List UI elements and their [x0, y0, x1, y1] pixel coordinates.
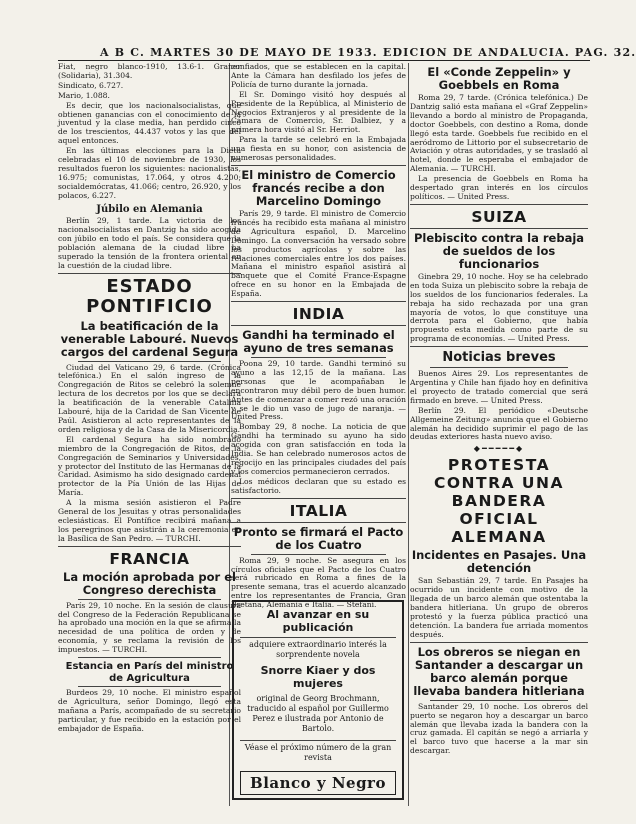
divider — [251, 554, 386, 555]
divider — [58, 546, 241, 547]
beatificacion-p2: El cardenal Segura ha sido nombrado miembro de la Congregación de Ritos, de la Congregación de Seminarios y Universidades, y protector del Instituto de las Hermanas de la Caridad. Asimismo ha sido designado cardenal protector de la Pía Unión de las Hijas de María. — [58, 434, 241, 498]
divider — [410, 346, 588, 347]
divider — [231, 522, 406, 523]
obreros-title: Los obreros se niegan en Santander a descargar un barco alemán porque llevaba bandera hitleriana — [413, 644, 585, 698]
obreros-text: Santander 29, 10 noche. Los obreros del puerto se negaron hoy a descargar un barco alemán que llevaba izada la bandera con la cruz gamada. El capitán se negó a arriarla y el barco tuvo que hacerse a la mar sin descargar. — [410, 701, 588, 756]
section-francia: FRANCIA — [109, 549, 190, 568]
column-1 — [58, 63, 241, 806]
top-text: confiados, que se establecen en la capital. Ante la Cámara han desfilado los jefes de Policía de turno durante la jornada. — [231, 62, 406, 89]
ad-line-3: Véase el próximo número de la gran revista — [244, 743, 392, 762]
ad-title: Al avanzar en su publicación — [266, 608, 370, 634]
zeppelin-text-2: La presencia de Goebbels en Roma ha despertado gran interés en los círculos políticos. — United Press. — [410, 174, 588, 201]
top-text-2: El Sr. Domingo visitó hoy después al Presidente de la República, al Ministerio de Negocios Extranjeros y al presidente de la Cámara de Comercio, Sr. Dalbiez, y a primera hora visitó al Sr. Herriot. — [231, 89, 406, 135]
intro-line-4: Es decir, que los nacionalsocialistas, que obtienen ganancias con el conocimiento de la juventud y la clase media, han perdido cinco de los trescientos, 44.437 votos y las que del aquel entonces. — [58, 100, 241, 146]
ministro-title: El ministro de Comercio francés recibe a don Marcelino Domingo — [241, 167, 396, 208]
gandhi-text: Poona 29, 10 tarde. Gandhi terminó su ayuno a las 12,15 de la mañana. Las personas que le acompañaban le encontraron muy débil pero de buen humor. Antes de comenzar a comer rezó una oración y se le dio un vaso de jugo de naranja. — United Press. — [231, 359, 406, 422]
intro-line-5: En las últimas elecciones para la Dieta celebradas el 10 de noviembre de 1930, los resultados fueron los siguientes: nacionalistas, 16.975; comunistas, 17.064, y otros 4.200; socialdemócratas, 41.066; centro, 26.920, y los polacos, 6.227. — [58, 146, 241, 200]
divider — [78, 599, 221, 600]
noticias-title: Noticias breves — [442, 350, 556, 366]
advertisement-box — [232, 600, 404, 800]
ad-divider — [240, 740, 396, 741]
mocion-text: París 29, 10 noche. En la sesión de clausura del Congreso de la Federación Republicana se ha aprobado una moción en la que se afirma la necesidad de una política de orden y de economía, y se reclama la revisión de los impuestos. — TURCHI. — [58, 600, 241, 655]
divider — [430, 700, 568, 701]
divider — [231, 301, 406, 302]
gandhi-text-2: Bombay 29, 8 noche. La noticia de que Gandhi ha terminado su ayuno ha sido acogida con gran satisfacción en toda la India. Se han celebrado numerosos actos de regocijo en las principales ciudades del país y los comercios permanecieron cerrados. — [231, 422, 406, 476]
pacto-text: Roma 29, 9 noche. Se asegura en los círculos oficiales que el Pacto de los Cuatro será rubricado en Roma a fines de la presente semana, tras el acuerdo alcanzado entre los representantes de Francia, Gran Bretaña, Alemania e Italia. — Stefani. — [231, 555, 406, 610]
section-india: INDIA — [292, 305, 345, 324]
section-estado-pontificio: ESTADO PONTIFICIO — [86, 275, 213, 317]
plebiscito-title: Plebiscito contra la rebaja de sueldos de los funcionarios — [413, 230, 585, 271]
ad-line-2: original de Georg Brochmann, traducido al español por Guillermo Perez e ilustrada por Antonio de Bartolo. — [247, 694, 389, 733]
divider — [430, 367, 568, 368]
divider — [231, 325, 406, 326]
divider — [410, 204, 588, 205]
section-suiza: SUIZA — [471, 207, 527, 226]
plebiscito-text: Ginebra 29, 10 noche. Hoy se ha celebrado en toda Suiza un plebiscito sobre la rebaja de los sueldos de los funcionarios federales. La rebaja ha sido rechazada por una gran mayoría de votos, lo que constituye una derrota para el Gobierno, que había propuesto esta medida como parte de su programa de economías. — United Press. — [410, 271, 588, 344]
beatificacion-p1: Ciudad del Vaticano 29, 6 tarde. (Crónica telefónica.) En el salón ingreso de la Congregación de Ritos se celebró la solemne lectura de los decretos por los que se declara la beatificación de la venerable Catalina Labouré, hija de la Caridad de San Vicente de Paúl. Asistieron al acto representantes de la orden religiosa y de la Casa de la Misericordia. — [58, 362, 241, 434]
noticias-text-2: Berlín 29. El periódico «Deutsche Allgemeine Zeitung» anuncia que el Gobierno alemán ha decidido suprimir el pago de las deudas exteriores hasta nuevo aviso. — [410, 405, 588, 442]
noticias-text: Buenos Aires 29. Los representantes de Argentina y Chile han fijado hoy en definitiva el proyecto de tratado comercial que será firmado en breve. — United Press. — [410, 369, 588, 405]
estancia-title: Estancia en París del ministro de Agricultura — [65, 661, 234, 684]
divider — [231, 498, 406, 499]
jubilo-text: Berlín 29, 1 tarde. La victoria de los nacionalsocialistas en Dantzig ha sido acogida con júbilo en todo el país. Se considera que la población alemana de la ciudad libre ha superado la tensión de la frontera oriental en la cuestión de la ciudad libre. — [58, 216, 241, 270]
top-text-3: Para la tarde se celebró en la Embajada una fiesta en su honor, con asistencia de numerosas personalidades. — [231, 135, 406, 163]
zeppelin-title: El «Conde Zeppelin» y Goebbels en Roma — [427, 65, 571, 92]
intro-line-2: Sindicato, 6.727. — [58, 80, 124, 90]
intro-line-3: Mario, 1.088. — [58, 90, 110, 100]
column-2 — [231, 62, 406, 610]
divider — [78, 657, 221, 658]
section-italia: ITALIA — [289, 501, 348, 520]
divider — [78, 361, 221, 362]
column-3 — [410, 63, 588, 806]
beatificacion-p3: A la misma sesión asistieron el Padre General de los Jesuitas y otras personalidades eclesiásticas. El Pontífice recibirá mañana a los peregrinos que asistirán a la ceremonia en la Basílica de San Pedro. — TURCHI. — [58, 498, 241, 543]
divider — [251, 357, 386, 358]
divider — [410, 642, 588, 643]
ad-novel-title: Snorre Kiaer y dos mujeres — [260, 664, 376, 690]
pacto-title: Pronto se firmará el Pacto de los Cuatro — [233, 524, 404, 552]
intro-line-1: Fiat, negro blanco-1910, 13.6-1. Graner (Solidaria), 31.304. — [58, 62, 241, 80]
zeppelin-text: Roma 29, 7 tarde. (Crónica telefónica.) De Dantzig salió esta mañana el «Graf Zeppelin» llevando a bordo al ministro de Propaganda, doctor Goebbels, con destino a Roma, donde llegó esta tarde. Goebbels fue recibido en el aeródromo de Littorio por el subsecretario de Aviación y otras autoridades, y se trasladó al hotel, donde le esperaba el embajador de Alemania. — TURCHI. — [410, 93, 588, 174]
gandhi-title: Gandhi ha terminado el ayuno de tres semanas — [242, 328, 395, 356]
ad-publication-name: Blanco y Negro — [240, 771, 396, 795]
header-rule — [58, 60, 590, 61]
divider — [78, 686, 221, 687]
incidentes-title: Incidentes en Pasajes. Una detención — [411, 548, 587, 576]
ministro-text: París 29, 9 tarde. El ministro de Comercio francés ha recibido esta mañana al ministro de Agricultura español, D. Marcelino Domingo. La conversación ha versado sobre los productos agrícolas y sobre las relaciones comerciales entre los dos países. Mañana el ministro español asistirá al banquete que el Comité France-Espagne ofrece en su honor en la Embajada de España. — [231, 208, 406, 299]
ad-divider — [240, 637, 396, 638]
ornament-divider: ◆━━━━━◆ — [473, 444, 525, 454]
jubilo-title: Júbilo en Alemania — [96, 203, 203, 215]
mocion-title: La moción aprobada por el Congreso derechista — [63, 569, 236, 597]
column-divider-2 — [408, 63, 409, 806]
running-header: A B C. MARTES 30 DE MAYO DE 1933. EDICION DE ANDALUCIA. PAG. 32. — [100, 46, 636, 59]
gandhi-text-3: Los médicos declaran que su estado es satisfactorio. — [231, 476, 406, 495]
ad-line-1: adquiere extraordinario interés la sorprendente novela — [249, 640, 387, 659]
estancia-text: Burdeos 29, 10 noche. El ministro español de Agricultura, señor Domingo, llegó esta mañana a París, acompañado de su secretario particular, y fue recibido en la estación por el embajador de España. — [58, 688, 241, 733]
divider — [231, 165, 406, 166]
incidentes-text: San Sebastián 29, 7 tarde. En Pasajes ha ocurrido un incidente con motivo de la llegada de un barco alemán que ostentaba la bandera hitleriana. Un grupo de obreros protestó y la fuerza pública practicó una detención. La bandera fue arriada momentos después. — [410, 576, 588, 639]
divider — [58, 273, 241, 274]
protesta-title: PROTESTA CONTRA UNA BANDERA OFICIAL ALEMANA — [434, 456, 564, 547]
divider — [410, 228, 588, 229]
beatificacion-title: La beatificación de la venerable Labouré. Nuevos cargos del cardenal Segura — [60, 318, 239, 359]
